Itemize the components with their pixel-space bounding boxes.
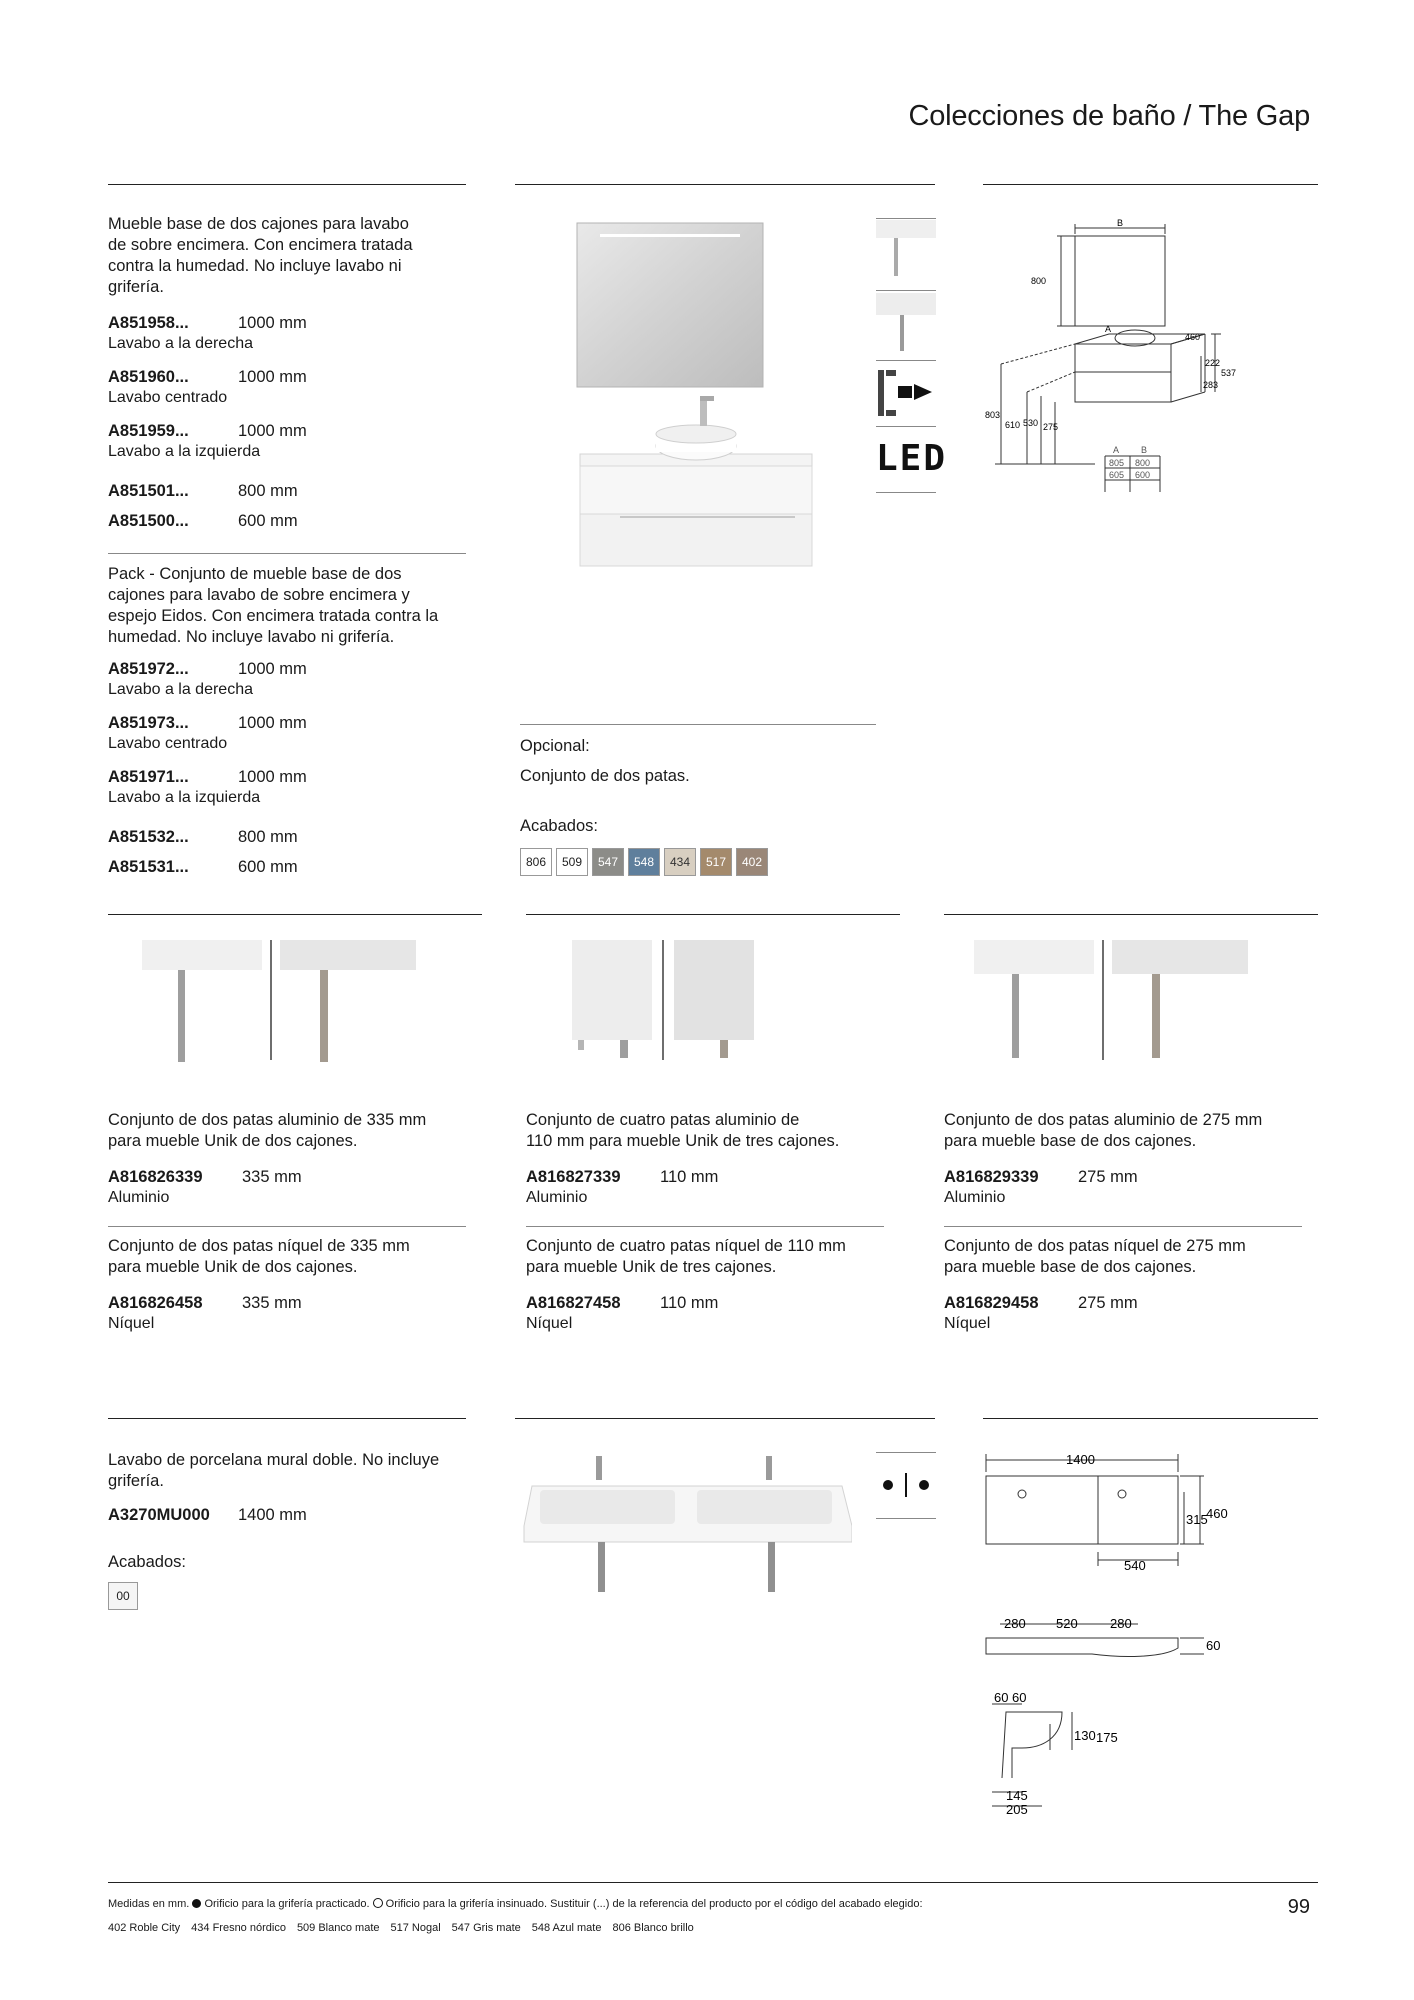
product-code: A851973...: [108, 714, 189, 732]
leg-description: [108, 1236, 488, 1278]
finish-list-item: 547 Gris mate: [451, 1922, 521, 1934]
divider: [108, 1418, 466, 1419]
divider: [983, 184, 1318, 185]
divider: [515, 1418, 935, 1419]
footer-note: Medidas en mm. Orificio para la grifería practicado. Orificio para la grifería insinuado. Sustituir (...) de la referencia del producto por el código del acabado elegido:: [108, 1898, 923, 1910]
product-size: 335 mm: [242, 1168, 302, 1186]
finishes-label: Acabados:: [108, 1553, 186, 1571]
product-code: A816826458: [108, 1294, 203, 1312]
drawer-handle: [620, 516, 795, 518]
product-size: 1000 mm: [238, 714, 307, 732]
dim-label: 800: [1031, 276, 1047, 286]
divider: [944, 914, 1318, 915]
divider: [108, 1882, 1318, 1883]
product-code: A851501...: [108, 482, 189, 500]
basin-side-view: [1002, 1712, 1062, 1778]
divider: [876, 290, 936, 291]
dim-label: 222: [1205, 358, 1221, 368]
product-size: 335 mm: [242, 1294, 302, 1312]
dim-label: 460: [1185, 332, 1201, 342]
dim-label: 60: [1206, 1638, 1221, 1653]
page-number: 99: [1287, 1896, 1310, 1918]
leg-description: [526, 1110, 906, 1152]
finishes-label: Acabados:: [520, 817, 598, 835]
product-size: 1000 mm: [238, 368, 307, 386]
dim-label: 537: [1221, 368, 1237, 378]
cabinet-mirror-photo: [560, 218, 830, 598]
product-code: A816829339: [944, 1168, 1039, 1186]
product-variant: Lavabo a la izquierda: [108, 789, 261, 806]
product-variant: Níquel: [944, 1315, 991, 1332]
product-code: A851971...: [108, 768, 189, 786]
product-size: 275 mm: [1078, 1294, 1138, 1312]
legs-icon: [876, 293, 936, 355]
product-description: Mueble base de dos cajones para lavabo de sobre encimera. Con encimera tratada contra la humedad. No incluye lavabo ni grifería.: [108, 215, 413, 296]
product-code: A3270MU000: [108, 1506, 210, 1524]
finish-swatch-517: 517: [700, 848, 732, 876]
dim-label: 315: [1186, 1512, 1208, 1527]
product-code: A851532...: [108, 828, 189, 846]
dim-label: 520: [1056, 1616, 1078, 1631]
legs-110-photo: [570, 940, 810, 1065]
dim-label: 460: [1206, 1506, 1228, 1521]
leg-description-line: para mueble Unik de tres cajones.: [526, 1258, 777, 1276]
dim-label: 530: [1023, 418, 1039, 428]
dim-label: 283: [1203, 380, 1219, 390]
finish-swatch-434: 434: [664, 848, 696, 876]
dim-label: 540: [1124, 1558, 1146, 1573]
leg-description-line: Conjunto de dos patas aluminio de 275 mm: [944, 1111, 1263, 1129]
filled-circle-icon: [192, 1899, 201, 1908]
divider: [108, 553, 466, 554]
finish-swatch-547: 547: [592, 848, 624, 876]
finish-list-item: 517 Nogal: [390, 1922, 441, 1934]
leg-description-line: Conjunto de dos patas níquel de 335 mm: [108, 1237, 410, 1255]
divider: [876, 360, 936, 361]
finish-list-item: 402 Roble City: [108, 1922, 181, 1934]
wall-mounted-icon: [876, 220, 936, 280]
leg-description-line: Conjunto de cuatro patas níquel de 110 mm: [526, 1237, 846, 1255]
basin-front-view: [986, 1638, 1178, 1656]
product-size: 1000 mm: [238, 660, 307, 678]
dim-label: 60: [1012, 1690, 1027, 1705]
product-variant: Níquel: [108, 1315, 155, 1332]
finish-swatch: 00: [108, 1582, 140, 1612]
product-size: 800 mm: [238, 828, 298, 846]
product-code: A851972...: [108, 660, 189, 678]
cabinet-drawer: [580, 466, 812, 514]
divider: [876, 1518, 936, 1519]
leg-description-line: Conjunto de cuatro patas aluminio de: [526, 1111, 800, 1129]
dim-label: 1400: [1066, 1452, 1095, 1467]
dim-label: 275: [1043, 422, 1059, 432]
finish-swatch-806: 806: [520, 848, 552, 876]
dim-label: 803: [985, 410, 1001, 420]
product-size: 1000 mm: [238, 422, 307, 440]
leg-description: [944, 1236, 1324, 1278]
basin-description: Lavabo de porcelana mural doble. No incluye grifería.: [108, 1451, 440, 1490]
divider: [515, 184, 935, 185]
optional-text: Conjunto de dos patas.: [520, 767, 690, 785]
divider: [526, 914, 900, 915]
dim-label: 130: [1074, 1728, 1096, 1743]
table-header: B: [1141, 445, 1148, 455]
table-header: A: [1113, 445, 1120, 455]
double-basin-photo: [522, 1456, 852, 1596]
table-cell: 605: [1109, 470, 1125, 480]
divider: [108, 184, 466, 185]
footer-finish-list: [108, 1922, 1258, 1934]
product-size: 1400 mm: [238, 1506, 307, 1524]
table-cell: 800: [1135, 458, 1151, 468]
finish-swatch-548: 548: [628, 848, 660, 876]
divider: [108, 1226, 466, 1227]
cabinet-drawer: [580, 514, 812, 566]
divider: [876, 218, 936, 219]
leg-description-line: para mueble base de dos cajones.: [944, 1132, 1197, 1150]
leg-description-line: para mueble base de dos cajones.: [944, 1258, 1197, 1276]
leg-description: [108, 1110, 488, 1152]
product-variant: Aluminio: [944, 1189, 1006, 1206]
dim-label: A: [1105, 324, 1112, 334]
table-cell: 600: [1135, 470, 1151, 480]
product-variant: Lavabo centrado: [108, 389, 228, 406]
product-variant: Lavabo centrado: [108, 735, 228, 752]
finish-swatch-509: 509: [556, 848, 588, 876]
dim-label: 60: [994, 1690, 1009, 1705]
product-variant: Lavabo a la derecha: [108, 681, 253, 698]
dim-label: 280: [1004, 1616, 1026, 1631]
divider: [944, 1226, 1302, 1227]
divider: [876, 1452, 936, 1453]
product-code: A851531...: [108, 858, 189, 876]
product-code: A851960...: [108, 368, 189, 386]
optional-label: Opcional:: [520, 737, 590, 755]
leg-description: [526, 1236, 906, 1278]
leg-description-line: Conjunto de dos patas aluminio de 335 mm: [108, 1111, 427, 1129]
divider: [520, 724, 876, 725]
product-size: 110 mm: [660, 1168, 719, 1186]
legs-275-photo: [972, 940, 1252, 1065]
faucet-hole-icon: [876, 1456, 936, 1514]
led-icon: LED: [876, 438, 948, 479]
cabinet-technical-drawing: [985, 216, 1245, 496]
product-text-column: [108, 214, 488, 298]
leg-description-line: Conjunto de dos patas níquel de 275 mm: [944, 1237, 1246, 1255]
product-variant: Aluminio: [526, 1189, 588, 1206]
dim-label: 280: [1110, 1616, 1132, 1631]
product-size: 600 mm: [238, 858, 298, 876]
divider: [108, 914, 482, 915]
finish-swatch-402: 402: [736, 848, 768, 876]
product-size: 1000 mm: [238, 314, 307, 332]
product-code: A816829458: [944, 1294, 1039, 1312]
finish-swatches: [520, 848, 780, 878]
divider: [526, 1226, 884, 1227]
leg-description: [944, 1110, 1324, 1152]
product-code: A851958...: [108, 314, 189, 332]
product-size: 1000 mm: [238, 768, 307, 786]
leg-description-line: 110 mm para mueble Unik de tres cajones.: [526, 1132, 840, 1150]
basin-technical-drawing: [982, 1448, 1242, 1830]
table-cell: 805: [1109, 458, 1125, 468]
product-code: A816827339: [526, 1168, 621, 1186]
mirror-led-strip: [600, 234, 740, 237]
finish-list-item: 548 Azul mate: [531, 1922, 602, 1934]
finish-list-item: 434 Fresno nórdico: [191, 1922, 286, 1934]
dim-label: 175: [1096, 1730, 1118, 1745]
cabinet-front: [1075, 344, 1171, 402]
product-size: 275 mm: [1078, 1168, 1138, 1186]
divider: [876, 426, 936, 427]
product-variant: Lavabo a la izquierda: [108, 443, 261, 460]
dim-label: 145: [1006, 1788, 1028, 1803]
pack-description: Pack - Conjunto de mueble base de dos cajones para lavabo de sobre encimera y espejo Eidos. Con encimera tratada contra la humedad. No incluye lavabo ni grifería.: [108, 565, 439, 646]
product-size: 110 mm: [660, 1294, 719, 1312]
product-variant: Níquel: [526, 1315, 573, 1332]
legs-335-photo: [140, 940, 420, 1065]
dim-label: 205: [1006, 1802, 1028, 1817]
leg-description-line: para mueble Unik de dos cajones.: [108, 1132, 358, 1150]
product-size: 600 mm: [238, 512, 298, 530]
leg-description-line: para mueble Unik de dos cajones.: [108, 1258, 358, 1276]
finish-list-item: 509 Blanco mate: [296, 1922, 380, 1934]
mirror: [577, 223, 763, 387]
product-code: A816826339: [108, 1168, 203, 1186]
product-variant: Aluminio: [108, 1189, 170, 1206]
mirror-outline: [1075, 236, 1165, 326]
product-variant: Lavabo a la derecha: [108, 335, 253, 352]
dim-label: B: [1117, 218, 1124, 228]
open-circle-icon: [373, 1898, 383, 1908]
finish-list-item: 806 Blanco brillo: [612, 1922, 694, 1934]
divider: [983, 1418, 1318, 1419]
product-code: A851500...: [108, 512, 189, 530]
dim-label: 610: [1005, 420, 1021, 430]
page-title: Colecciones de baño / The Gap: [908, 100, 1310, 132]
product-size: 800 mm: [238, 482, 298, 500]
drawer-push-icon: [876, 364, 936, 424]
divider: [876, 492, 936, 493]
basin-top-view: [986, 1476, 1178, 1544]
product-code: A816827458: [526, 1294, 621, 1312]
product-code: A851959...: [108, 422, 189, 440]
